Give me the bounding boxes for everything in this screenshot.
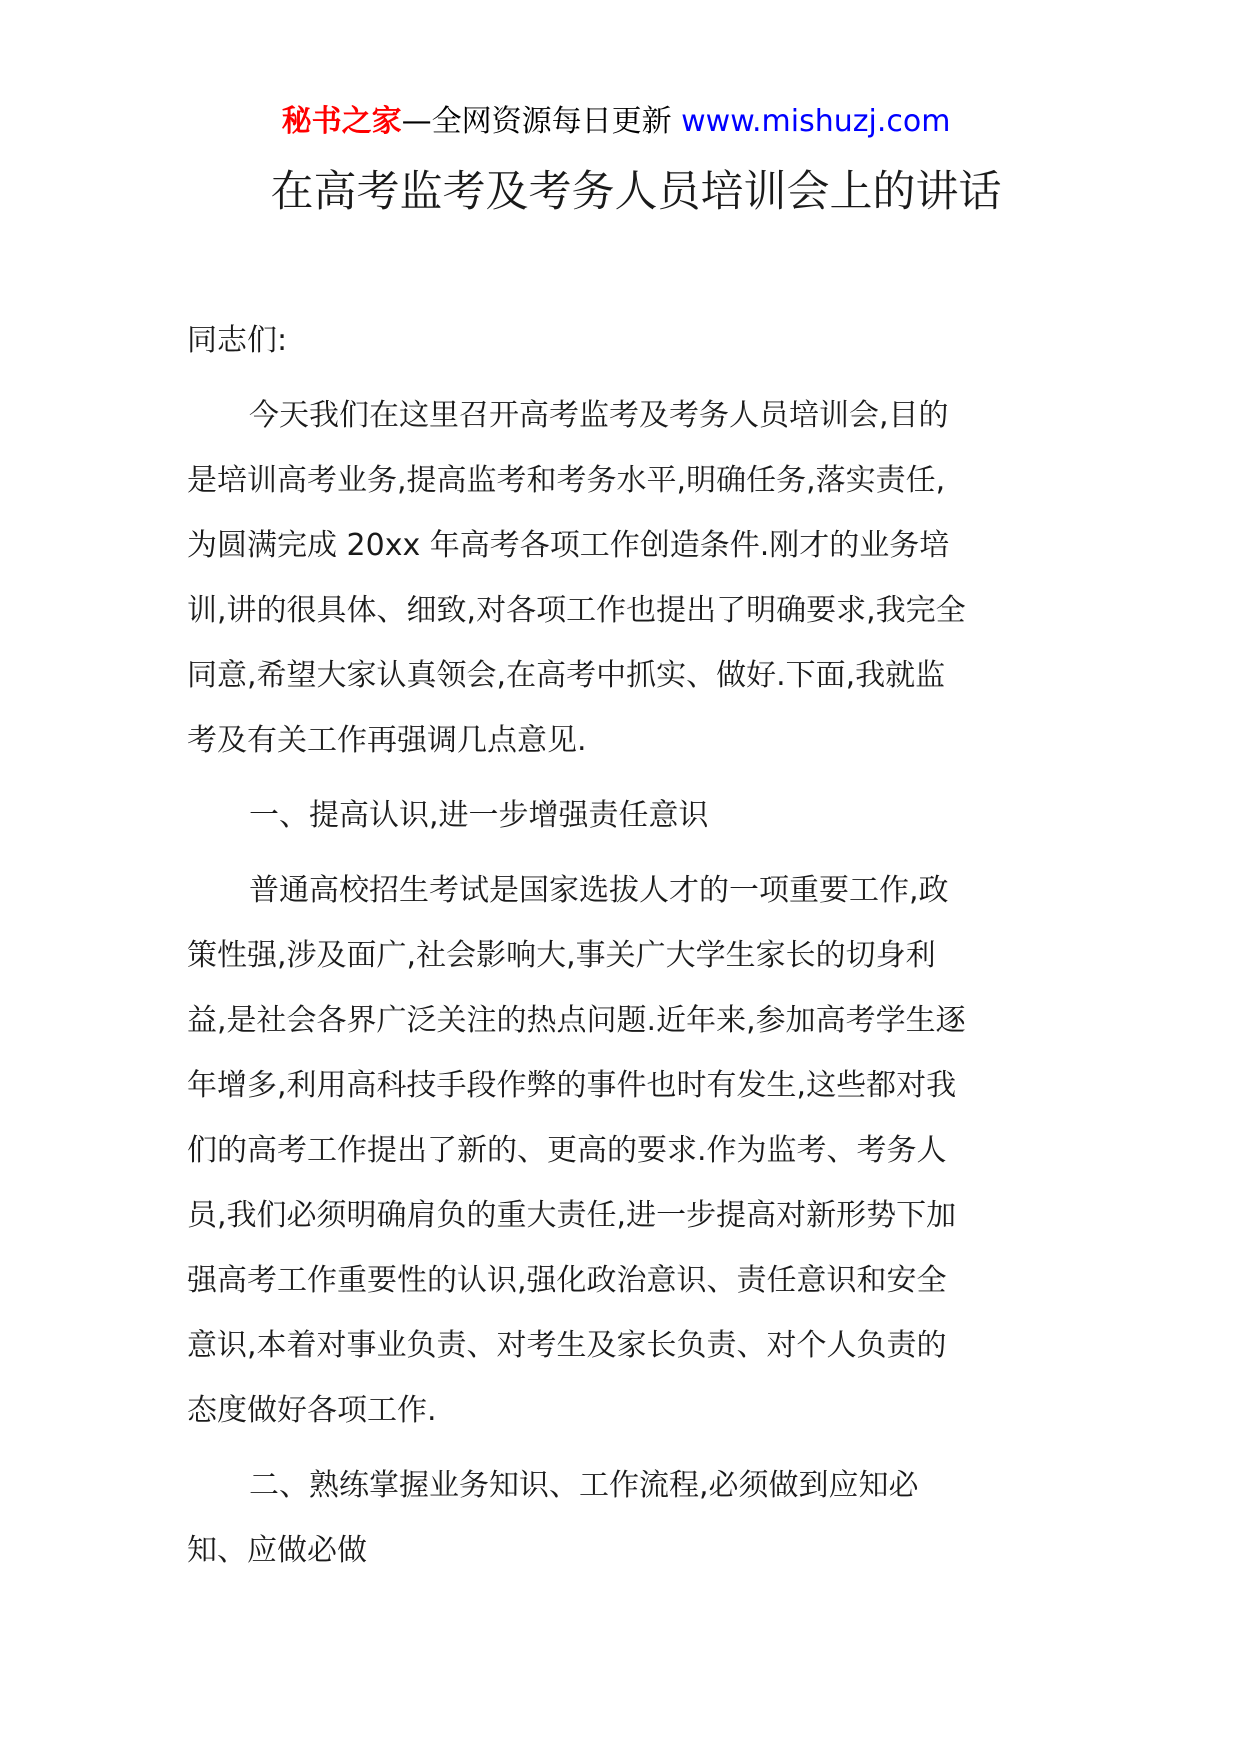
paragraph-1 [187, 383, 1057, 773]
salutation: 同志们: [187, 323, 288, 358]
paragraph-line: 为圆满完成 20xx 年高考各项工作创造条件.刚才的业务培 [187, 528, 950, 563]
paragraph-line: 策性强,涉及面广,社会影响大,事关广大学生家长的切身利 [187, 938, 936, 973]
paragraph-line: 同意,希望大家认真领会,在高考中抓实、做好.下面,我就监 [187, 658, 946, 693]
paragraph-line: 年增多,利用高科技手段作弊的事件也时有发生,这些都对我 [187, 1068, 957, 1103]
paragraph-line: 们的高考工作提出了新的、更高的要求.作为监考、考务人 [187, 1133, 947, 1168]
paragraph-line: 强高考工作重要性的认识,强化政治意识、责任意识和安全 [187, 1263, 947, 1298]
paragraph-line: 员,我们必须明确肩负的重大责任,进一步提高对新形势下加 [187, 1198, 957, 1233]
site-tagline: —全网资源每日更新 [401, 104, 682, 139]
paragraph-line: 训,讲的很具体、细致,对各项工作也提出了明确要求,我完全 [187, 593, 966, 628]
brand-name: 秘书之家 [281, 104, 402, 139]
paragraph-line: 意识,本着对事业负责、对考生及家长负责、对个人负责的 [187, 1328, 947, 1363]
site-url-link[interactable]: www.mishuzj.com [681, 104, 951, 139]
paragraph-2 [187, 858, 1057, 1443]
paragraph-line: 是培训高考业务,提高监考和考务水平,明确任务,落实责任, [187, 463, 946, 498]
heading-line: 知、应做必做 [187, 1533, 367, 1568]
site-header [0, 100, 1236, 144]
paragraph-line: 态度做好各项工作. [187, 1393, 437, 1428]
document-title: 在高考监考及考务人员培训会上的讲话 [270, 167, 1002, 217]
paragraph-line: 普通高校招生考试是国家选拔人才的一项重要工作,政 [249, 873, 949, 908]
section-heading-1: 一、提高认识,进一步增强责任意识 [249, 798, 709, 833]
paragraph-line: 益,是社会各界广泛关注的热点问题.近年来,参加高考学生逐 [187, 1003, 966, 1038]
paragraph-line: 今天我们在这里召开高考监考及考务人员培训会,目的 [249, 398, 949, 433]
document-body [187, 308, 1057, 1583]
heading-line: 二、熟练掌握业务知识、工作流程,必须做到应知必 [249, 1468, 919, 1503]
paragraph-line: 考及有关工作再强调几点意见. [187, 723, 587, 758]
section-heading-2 [187, 1453, 1057, 1583]
